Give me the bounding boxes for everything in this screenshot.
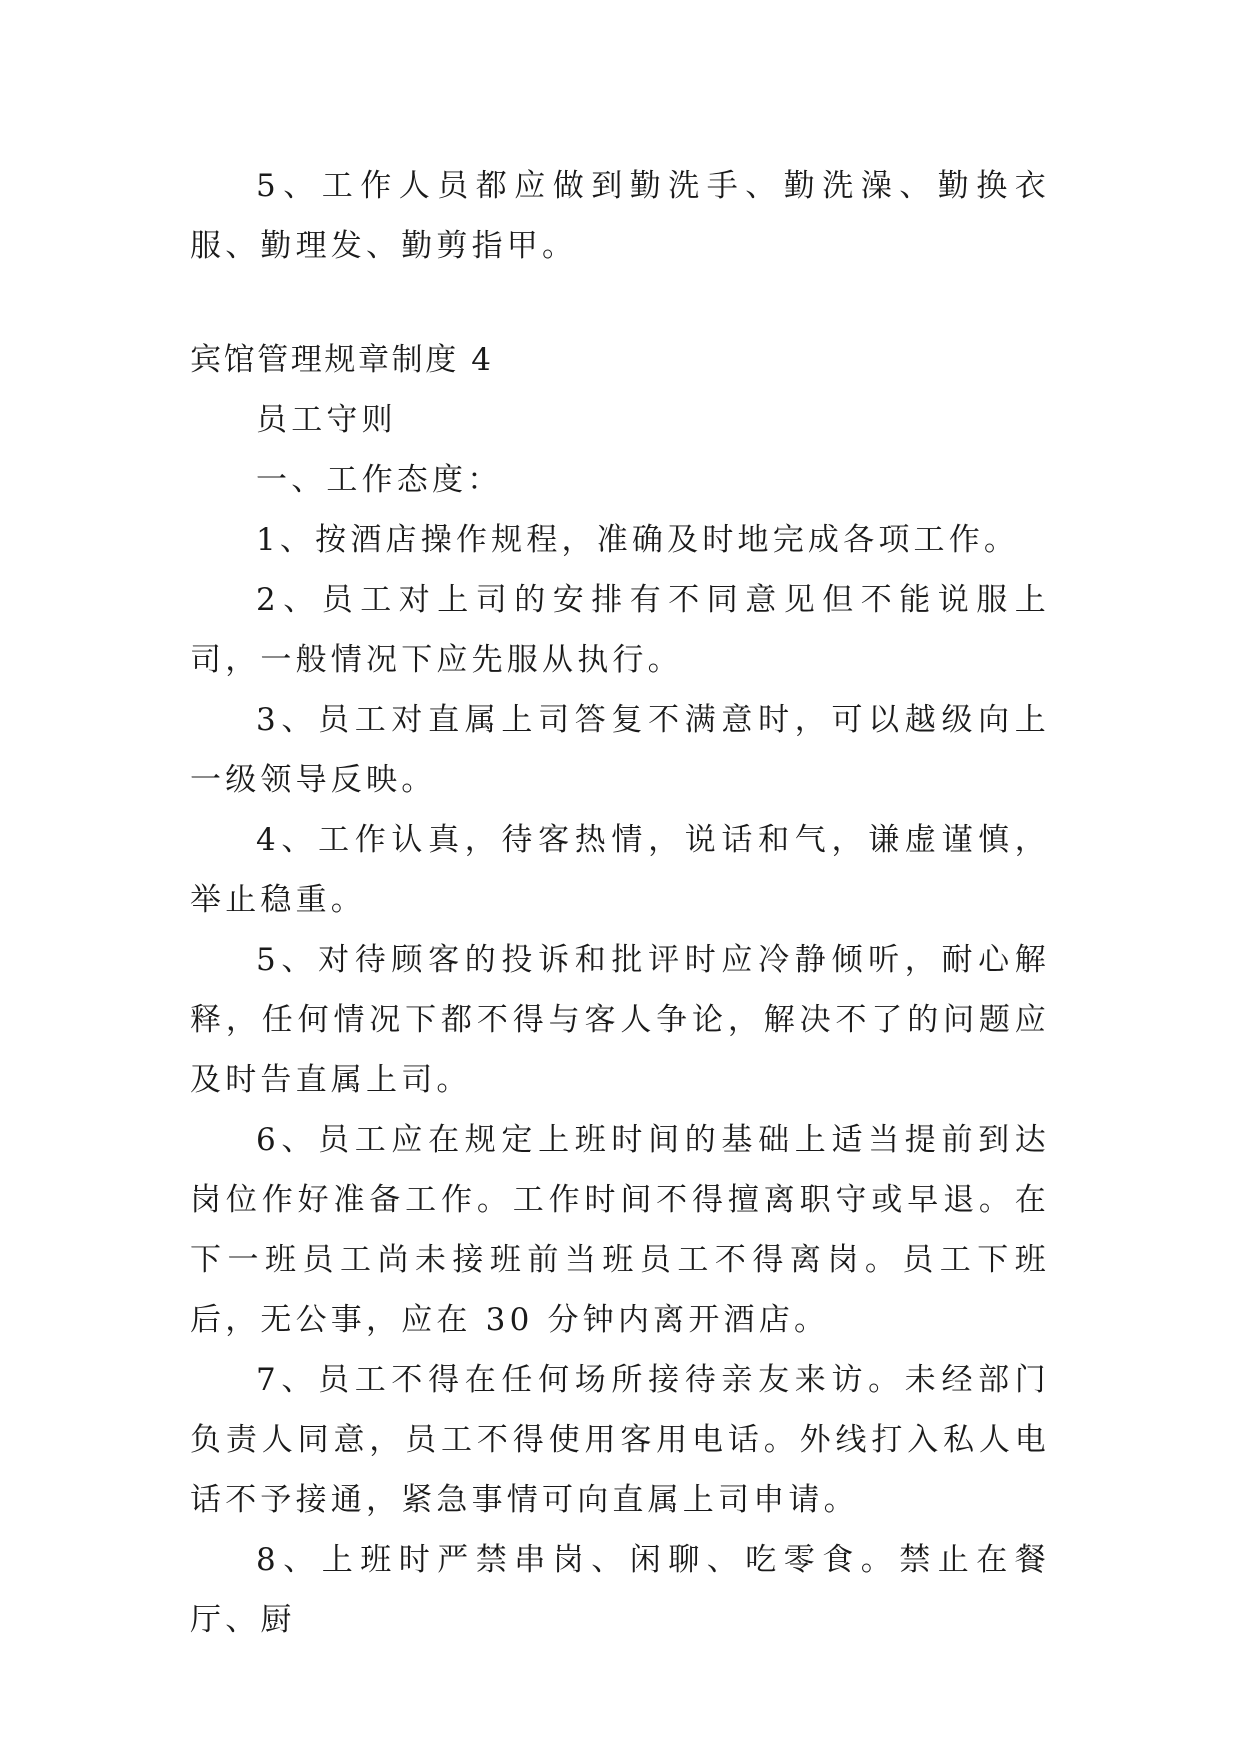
list-item: 7、员工不得在任何场所接待亲友来访。未经部门负责人同意，员工不得使用客用电话。外线打入私人电话不予接通，紧急事情可向直属上司申请。 [190, 1362, 1050, 1518]
list-item: 2、员工对上司的安排有不同意见但不能说服上司，一般情况下应先服从执行。 [190, 582, 1050, 678]
part-heading: 一、工作态度： [256, 462, 503, 498]
subtitle: 员工守则 [256, 402, 397, 438]
list-item: 5、对待顾客的投诉和批评时应冷静倾听，耐心解释，任何情况下都不得与客人争论，解决不了的问题应及时告直属上司。 [190, 942, 1050, 1098]
list-item: 6、员工应在规定上班时间的基础上适当提前到达岗位作好准备工作。工作时间不得擅离职守或早退。在下一班员工尚未接班前当班员工不得离岗。员工下班后，无公事，应在 30 分钟内离开酒店。 [190, 1122, 1050, 1338]
list-item: 3、员工对直属上司答复不满意时，可以越级向上一级领导反映。 [190, 702, 1050, 798]
list-item: 4、工作认真，待客热情，说话和气，谦虚谨慎，举止稳重。 [190, 822, 1050, 918]
section-title: 宾馆管理规章制度 4 [190, 342, 494, 378]
list-item: 1、按酒店操作规程，准确及时地完成各项工作。 [256, 522, 1020, 558]
intro-item: 5、工作人员都应做到勤洗手、勤洗澡、勤换衣服、勤理发、勤剪指甲。 [190, 168, 1050, 264]
list-item: 8、上班时严禁串岗、闲聊、吃零食。禁止在餐厅、厨 [190, 1542, 1050, 1638]
